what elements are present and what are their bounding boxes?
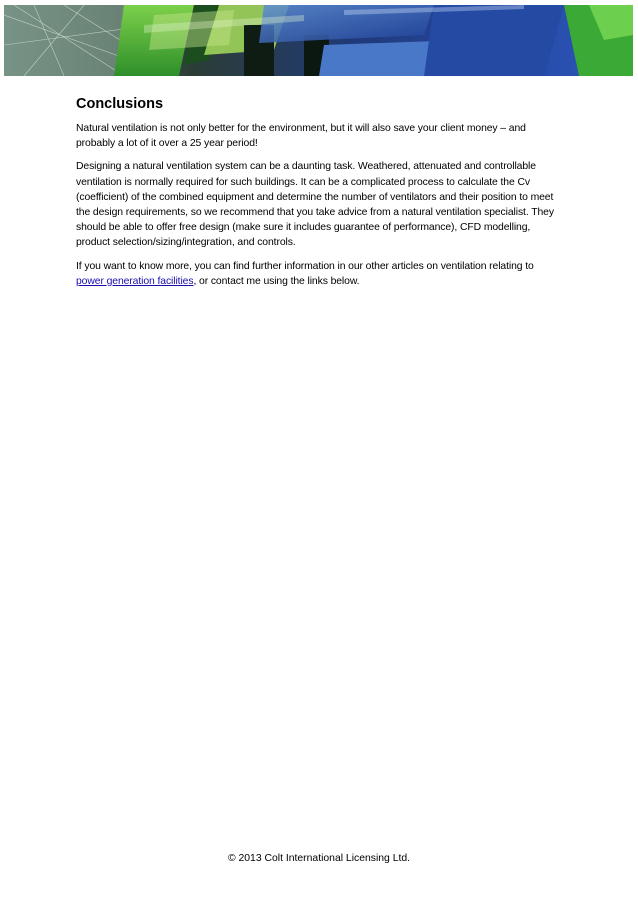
header-banner-image [4, 5, 633, 76]
paragraph-3-text-after: , or contact me using the links below. [193, 275, 360, 287]
section-heading: Conclusions [76, 96, 164, 112]
article-content [76, 95, 564, 297]
paragraph-3-text-before: If you want to know more, you can find further information in our other articles on ventilation relating to [76, 260, 534, 272]
paragraph-2: Designing a natural ventilation system can be a daunting task. Weathered, attenuated and controllable ventilation is normally required for such buildings. It can be a complicated process to calculate the Cv (coefficient) of the combined equipment and determine the number of ventilators and their position to meet the design requirements, so we recommend that you take advice from a natural ventilation specialist. They should be able to offer free design (make sure it includes guarantee of performance), CFD modelling, product selection/sizing/integration, and controls. [76, 161, 554, 249]
paragraph-1: Natural ventilation is not only better for the environment, but it will also save your client money – and probably a lot of it over a 25 year period! [76, 123, 526, 150]
paragraph-3 [76, 259, 564, 289]
power-generation-facilities-link[interactable]: power generation facilities [76, 275, 194, 287]
copyright-footer: © 2013 Colt International Licensing Ltd. [227, 853, 411, 864]
